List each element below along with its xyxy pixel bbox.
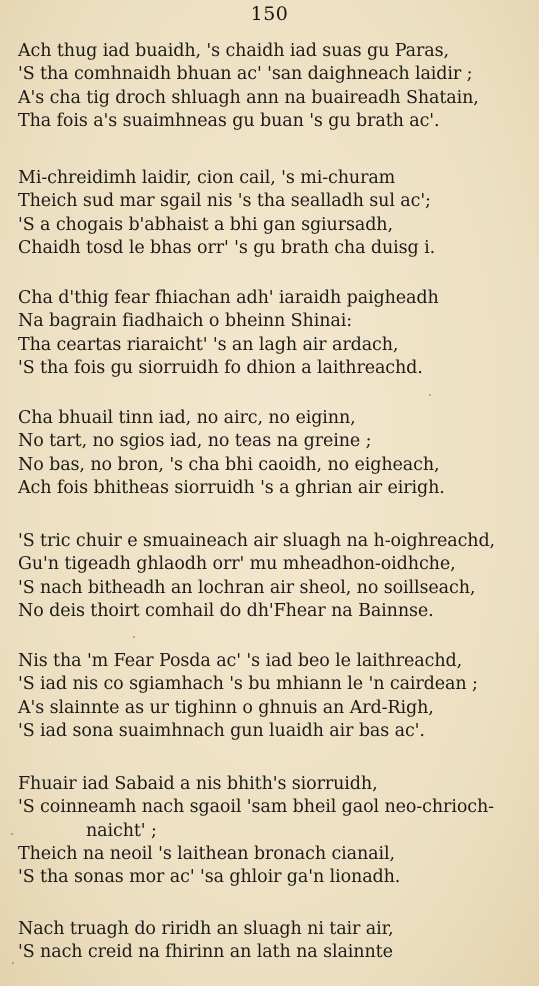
verse-line: 'S iad sona suaimhnach gun luaidh air bas ac'. (18, 720, 425, 741)
verse-line: No bas, no bron, 's cha bhi caoidh, no eigheach, (18, 454, 440, 475)
verse-line: 'S nach creid na fhirinn an lath na slainnte (18, 942, 393, 963)
verse-line: Na bagrain fiadhaich o bheinn Shinai: (18, 311, 353, 332)
paper-speck (133, 636, 135, 638)
verse-line: 'S iad nis co sgiamhach 's bu mhiann le 'n cairdean ; (18, 674, 478, 695)
stanza-7 (18, 773, 533, 889)
verse-line: Ach thug iad buaidh, 's chaidh iad suas gu Paras, (18, 41, 449, 61)
verse-line: Gu'n tigeadh ghlaodh orr' mu mheadhon-oidhche, (18, 554, 456, 575)
verse-line: Tha ceartas riaraicht' 's an lagh air ardach, (18, 334, 399, 355)
verse-line: Tha fois a's suaimhneas gu buan 's gu brath ac'. (18, 110, 440, 131)
verse-line: Nach truagh do riridh an sluagh ni tair air, (18, 919, 394, 939)
verse-line: A's cha tig droch shluagh ann na buaireadh Shatain, (18, 87, 479, 108)
paper-speck (11, 833, 13, 835)
verse-line-continuation: naicht' ; (86, 820, 157, 841)
verse-line: Ach fois bhitheas siorruidh 's a ghrian air eirigh. (18, 477, 445, 498)
verse-line: 'S tric chuir e smuaineach air sluagh na h-oighreachd, (18, 531, 496, 551)
verse-line: A's slainnte as ur tighinn o ghnuis an Ard-Righ, (18, 697, 434, 718)
verse-line: Theich na neoil 's laithean bronach cianail, (18, 843, 395, 864)
stanza-4 (18, 407, 533, 500)
verse-line: No deis thoirt comhail do dh'Fhear na Bainnse. (18, 600, 434, 621)
verse-line: 'S nach bitheadh an lochran air sheol, no soillseach, (18, 577, 476, 598)
verse-line: Cha bhuail tinn iad, no airc, no eiginn, (18, 408, 356, 428)
verse-line: Mi-chreidimh laidir, cion cail, 's mi-churam (18, 168, 396, 188)
verse-line: Theich sud mar sgail nis 's tha sealladh sul ac'; (18, 191, 431, 212)
paper-speck (12, 962, 14, 964)
verse-line: 'S tha comhnaidh bhuan ac' 'san daighneach laidir ; (18, 64, 473, 85)
verse-line: Cha d'thig fear fhiachan adh' iaraidh paigheadh (18, 288, 439, 308)
stanza-1 (18, 40, 533, 133)
verse-line: Fhuair iad Sabaid a nis bhith's siorruidh, (18, 774, 378, 794)
stanza-3 (18, 287, 533, 380)
verse-line: No tart, no sgios iad, no teas na greine ; (18, 431, 372, 452)
verse-line: 'S tha sonas mor ac' 'sa ghloir ga'n lionadh. (18, 867, 401, 888)
stanza-6 (18, 650, 533, 743)
paper-speck (429, 394, 431, 396)
page-number: 150 (250, 3, 289, 25)
verse-line: Chaidh tosd le bhas orr' 's gu brath cha duisg i. (18, 237, 436, 258)
stanza-8 (18, 918, 533, 965)
verse-line: 'S tha fois gu siorruidh fo dhion a laithreachd. (18, 357, 423, 378)
verse-line: Nis tha 'm Fear Posda ac' 's iad beo le laithreachd, (18, 651, 463, 671)
stanza-5 (18, 530, 533, 623)
verse-line: 'S a chogais b'abhaist a bhi gan sgiursadh, (18, 214, 393, 235)
verse-line: 'S coinneamh nach sgaoil 'sam bheil gaol neo-chrioch- (18, 797, 494, 818)
stanza-2 (18, 167, 533, 260)
